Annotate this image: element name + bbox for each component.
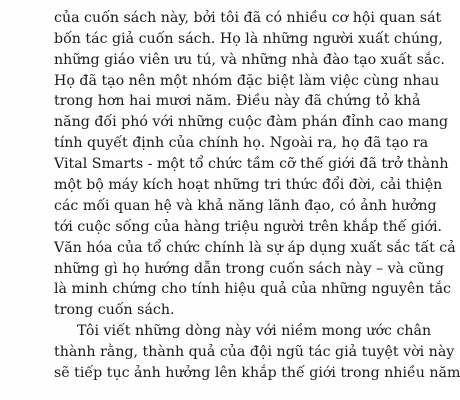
text-line: trong hơn hai mươi năm. Điều này đã chứng tỏ khả bbox=[54, 93, 421, 110]
text-line: Tôi viết những dòng này với niềm mong ước chân bbox=[77, 323, 432, 340]
text-line: sẽ tiếp tục ảnh hưởng lên khắp thế giới trong nhiều năm bbox=[54, 365, 460, 382]
body-text bbox=[54, 0, 460, 384]
text-line: là minh chứng cho tính hiệu quả của những nguyên tắc bbox=[54, 281, 452, 298]
text-line: Văn hóa của tổ chức chính là sự áp dụng xuất sắc tất cả bbox=[54, 239, 456, 256]
text-line: bốn tác giả cuốn sách. Họ là những người xuất chúng, bbox=[54, 30, 443, 47]
text-line: năng đối phó với những cuộc đàm phán đỉnh cao mang bbox=[54, 114, 449, 131]
text-line: trong cuốn sách. bbox=[54, 302, 175, 319]
text-line: các mối quan hệ và khả năng lãnh đạo, có ảnh hưởng bbox=[54, 197, 437, 214]
text-line: của cuốn sách này, bởi tôi đã có nhiều cơ hội quan sát bbox=[54, 9, 442, 26]
text-line: một bộ máy kích hoạt những tri thức đổi đời, cải thiện bbox=[54, 177, 443, 194]
text-line: Vital Smarts - một tổ chức tầm cỡ thế giới đã trở thành bbox=[54, 156, 449, 173]
text-line: những gì họ hướng dẫn trong cuốn sách này – và cũng bbox=[54, 260, 444, 277]
text-line: thành rằng, thành quả của đội ngũ tác giả tuyệt vời này bbox=[54, 344, 455, 361]
text-line: những giáo viên ưu tú, và những nhà đào tạo xuất sắc. bbox=[54, 51, 445, 68]
text-line: tính quyết định của chính họ. Ngoài ra, họ đã tạo ra bbox=[54, 135, 429, 152]
text-line: Họ đã tạo nên một nhóm đặc biệt làm việc cùng nhau bbox=[54, 72, 440, 89]
text-line: tới cuộc sống của hàng triệu người trên khắp thế giới. bbox=[54, 218, 443, 235]
